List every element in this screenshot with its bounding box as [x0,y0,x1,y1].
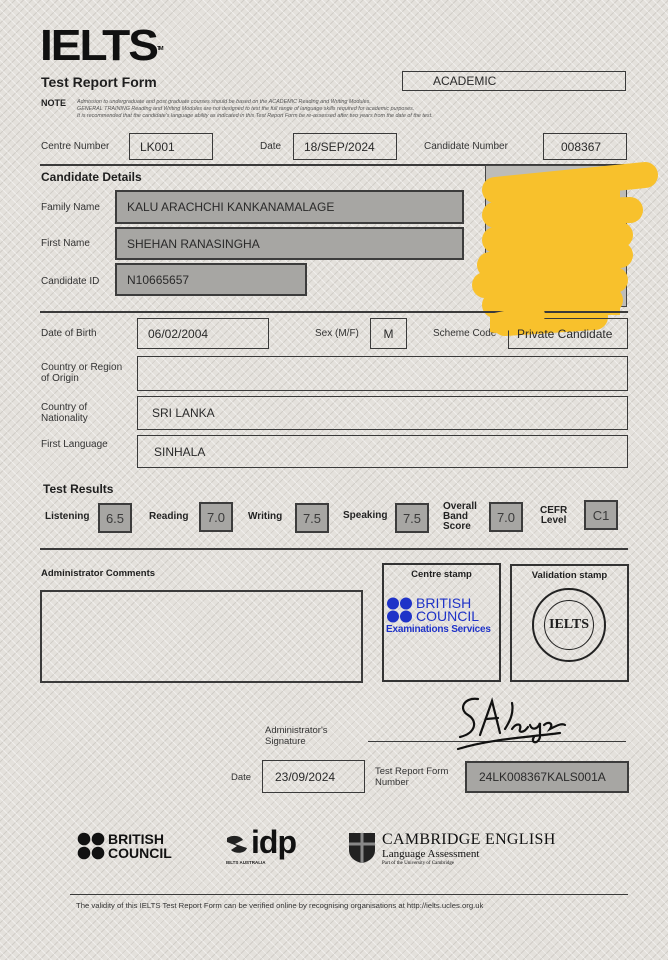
validation-stamp-seal [532,588,606,662]
idp-subtext: IELTS AUSTRALIA [226,860,266,865]
reading-score [199,502,233,532]
centre-stamp-line1: BRITISH [416,595,472,611]
candidate-id-field [115,263,307,296]
origin-label [41,362,122,384]
cefr-label-1: CEFR [540,505,568,516]
validity-notice: The validity of this IELTS Test Report Form can be verified online by recognising organisations at http://ielts.ucles.org.uk [76,901,484,910]
overall-label-2: Band [443,511,468,522]
validation-stamp-box [510,564,629,682]
sex-label: Sex (M/F) [315,328,359,339]
trf-number-label [375,766,448,788]
module-field [402,71,626,91]
ielts-logo-text: IELTS [40,20,157,70]
dob-value: 06/02/2004 [148,326,209,341]
first-name-label: First Name [41,238,90,249]
form-title: Test Report Form [41,74,157,90]
candidate-id-label: Candidate ID [41,276,100,287]
note-line-2: GENERAL TRAINING Reading and Writing Modules are not designed to test the full range of language skills required for academic purposes. [77,106,415,112]
reading-value: 7.0 [206,509,226,525]
nationality-label-2: Nationality [41,413,88,424]
centre-stamp-label: Centre stamp [411,569,472,580]
admin-comments-field [40,590,363,683]
cam-line2: Language Assessment [382,848,480,860]
first-name-value: SHEHAN RANASINGHA [127,236,260,251]
cambridge-shield-icon [348,832,376,864]
candidate-number-label: Candidate Number [424,141,508,152]
speaking-value: 7.5 [402,510,422,526]
bc-line2: COUNCIL [108,845,172,861]
validation-stamp-label: Validation stamp [531,570,608,581]
issue-date-field [262,760,365,793]
nationality-field [137,396,628,430]
writing-score [295,503,329,533]
listening-score [98,503,132,533]
centre-stamp-box [382,563,501,682]
first-language-label: First Language [41,439,108,450]
bc-line1: BRITISH [108,831,164,847]
cefr-level-label [540,506,567,526]
note-line-1: Admission to undergraduate and post graduate courses should be based on the ACADEMIC Reading and Writing Modules. [77,99,371,105]
dob-label: Date of Birth [41,328,97,339]
first-language-value: SINHALA [154,444,206,459]
centre-number-value: LK001 [140,139,175,154]
overall-label-1: Overall [443,501,477,512]
centre-stamp-line3: Examinations Services [386,624,491,635]
family-name-label: Family Name [41,202,100,213]
module-value: ACADEMIC [433,74,497,88]
cam-line3: Part of the University of Cambridge [382,861,455,866]
cefr-value: C1 [592,507,610,523]
trf-number-field [465,761,629,793]
origin-label-2: of Origin [41,373,79,384]
signature-label [265,725,328,747]
nationality-label-1: Country of [41,402,88,413]
nationality-label [41,402,88,424]
idp-text: idp [251,824,296,860]
cefr-level-score [584,500,618,530]
note-label: NOTE [41,98,67,108]
note-line-3: It is recommended that the candidate's language ability as indicated in this Test Report Form be re-assessed after two years from the date of the test. [77,113,433,119]
issue-date-label: Date [231,772,252,783]
date-label: Date [260,141,282,152]
overall-label-3: Score [443,521,471,532]
writing-label: Writing [248,511,283,522]
footer-divider [70,894,628,895]
sex-value: M [383,326,394,341]
ielts-logo [40,20,162,70]
cambridge-logo [348,832,556,867]
centre-stamp [386,597,491,635]
divider [40,548,628,550]
trademark: TM [156,45,162,52]
listening-value: 6.5 [105,510,125,526]
idp-pattern-icon [225,834,253,856]
overall-band-label [443,502,477,532]
family-name-field [115,190,464,224]
validation-stamp-text: IELTS [549,617,589,632]
administrator-signature [450,693,580,753]
origin-field [137,356,628,391]
candidate-number-value: 008367 [561,139,602,154]
origin-label-1: Country or Region [41,362,123,373]
signature-label-2: Signature [265,736,306,747]
test-date-field [293,133,397,160]
british-council-dots-icon [386,597,414,623]
issue-date-value: 23/09/2024 [275,769,336,784]
note-text [77,99,637,120]
reading-label: Reading [149,511,189,522]
centre-number-field [129,133,213,160]
centre-number-label: Centre Number [41,141,110,152]
listening-label: Listening [45,511,90,522]
scheme-code-label: Scheme Code [433,328,497,339]
trf-number-value: 24LK008367KALS001A [479,770,606,784]
first-language-field [137,435,628,468]
speaking-score [395,503,429,533]
cam-line1: CAMBRIDGE ENGLISH [382,831,556,848]
british-council-dots-icon [77,832,105,860]
overall-band-score [489,502,523,532]
trf-label-1: Test Report Form [375,766,449,777]
centre-stamp-line2: COUNCIL [416,608,480,624]
test-date-value: 18/SEP/2024 [304,139,375,154]
trf-label-2: Number [375,777,409,788]
signature-label-1: Administrator's [265,725,328,736]
admin-comments-label: Administrator Comments [41,568,156,579]
british-council-logo [77,832,172,860]
candidate-details-title: Candidate Details [41,170,142,184]
first-name-field [115,227,464,260]
test-results-title: Test Results [43,482,114,496]
scheme-code-value: Private Candidate [517,326,613,341]
overall-value: 7.0 [496,509,516,525]
scheme-redaction [490,305,550,345]
nationality-value: SRI LANKA [152,406,215,420]
family-name-value: KALU ARACHCHI KANKANAMALAGE [127,200,335,214]
dob-field [137,318,269,349]
writing-value: 7.5 [302,510,322,526]
sex-field [370,318,407,349]
candidate-id-value: N10665657 [127,272,190,287]
speaking-label: Speaking [343,510,388,521]
cefr-label-2: Level [540,515,567,526]
